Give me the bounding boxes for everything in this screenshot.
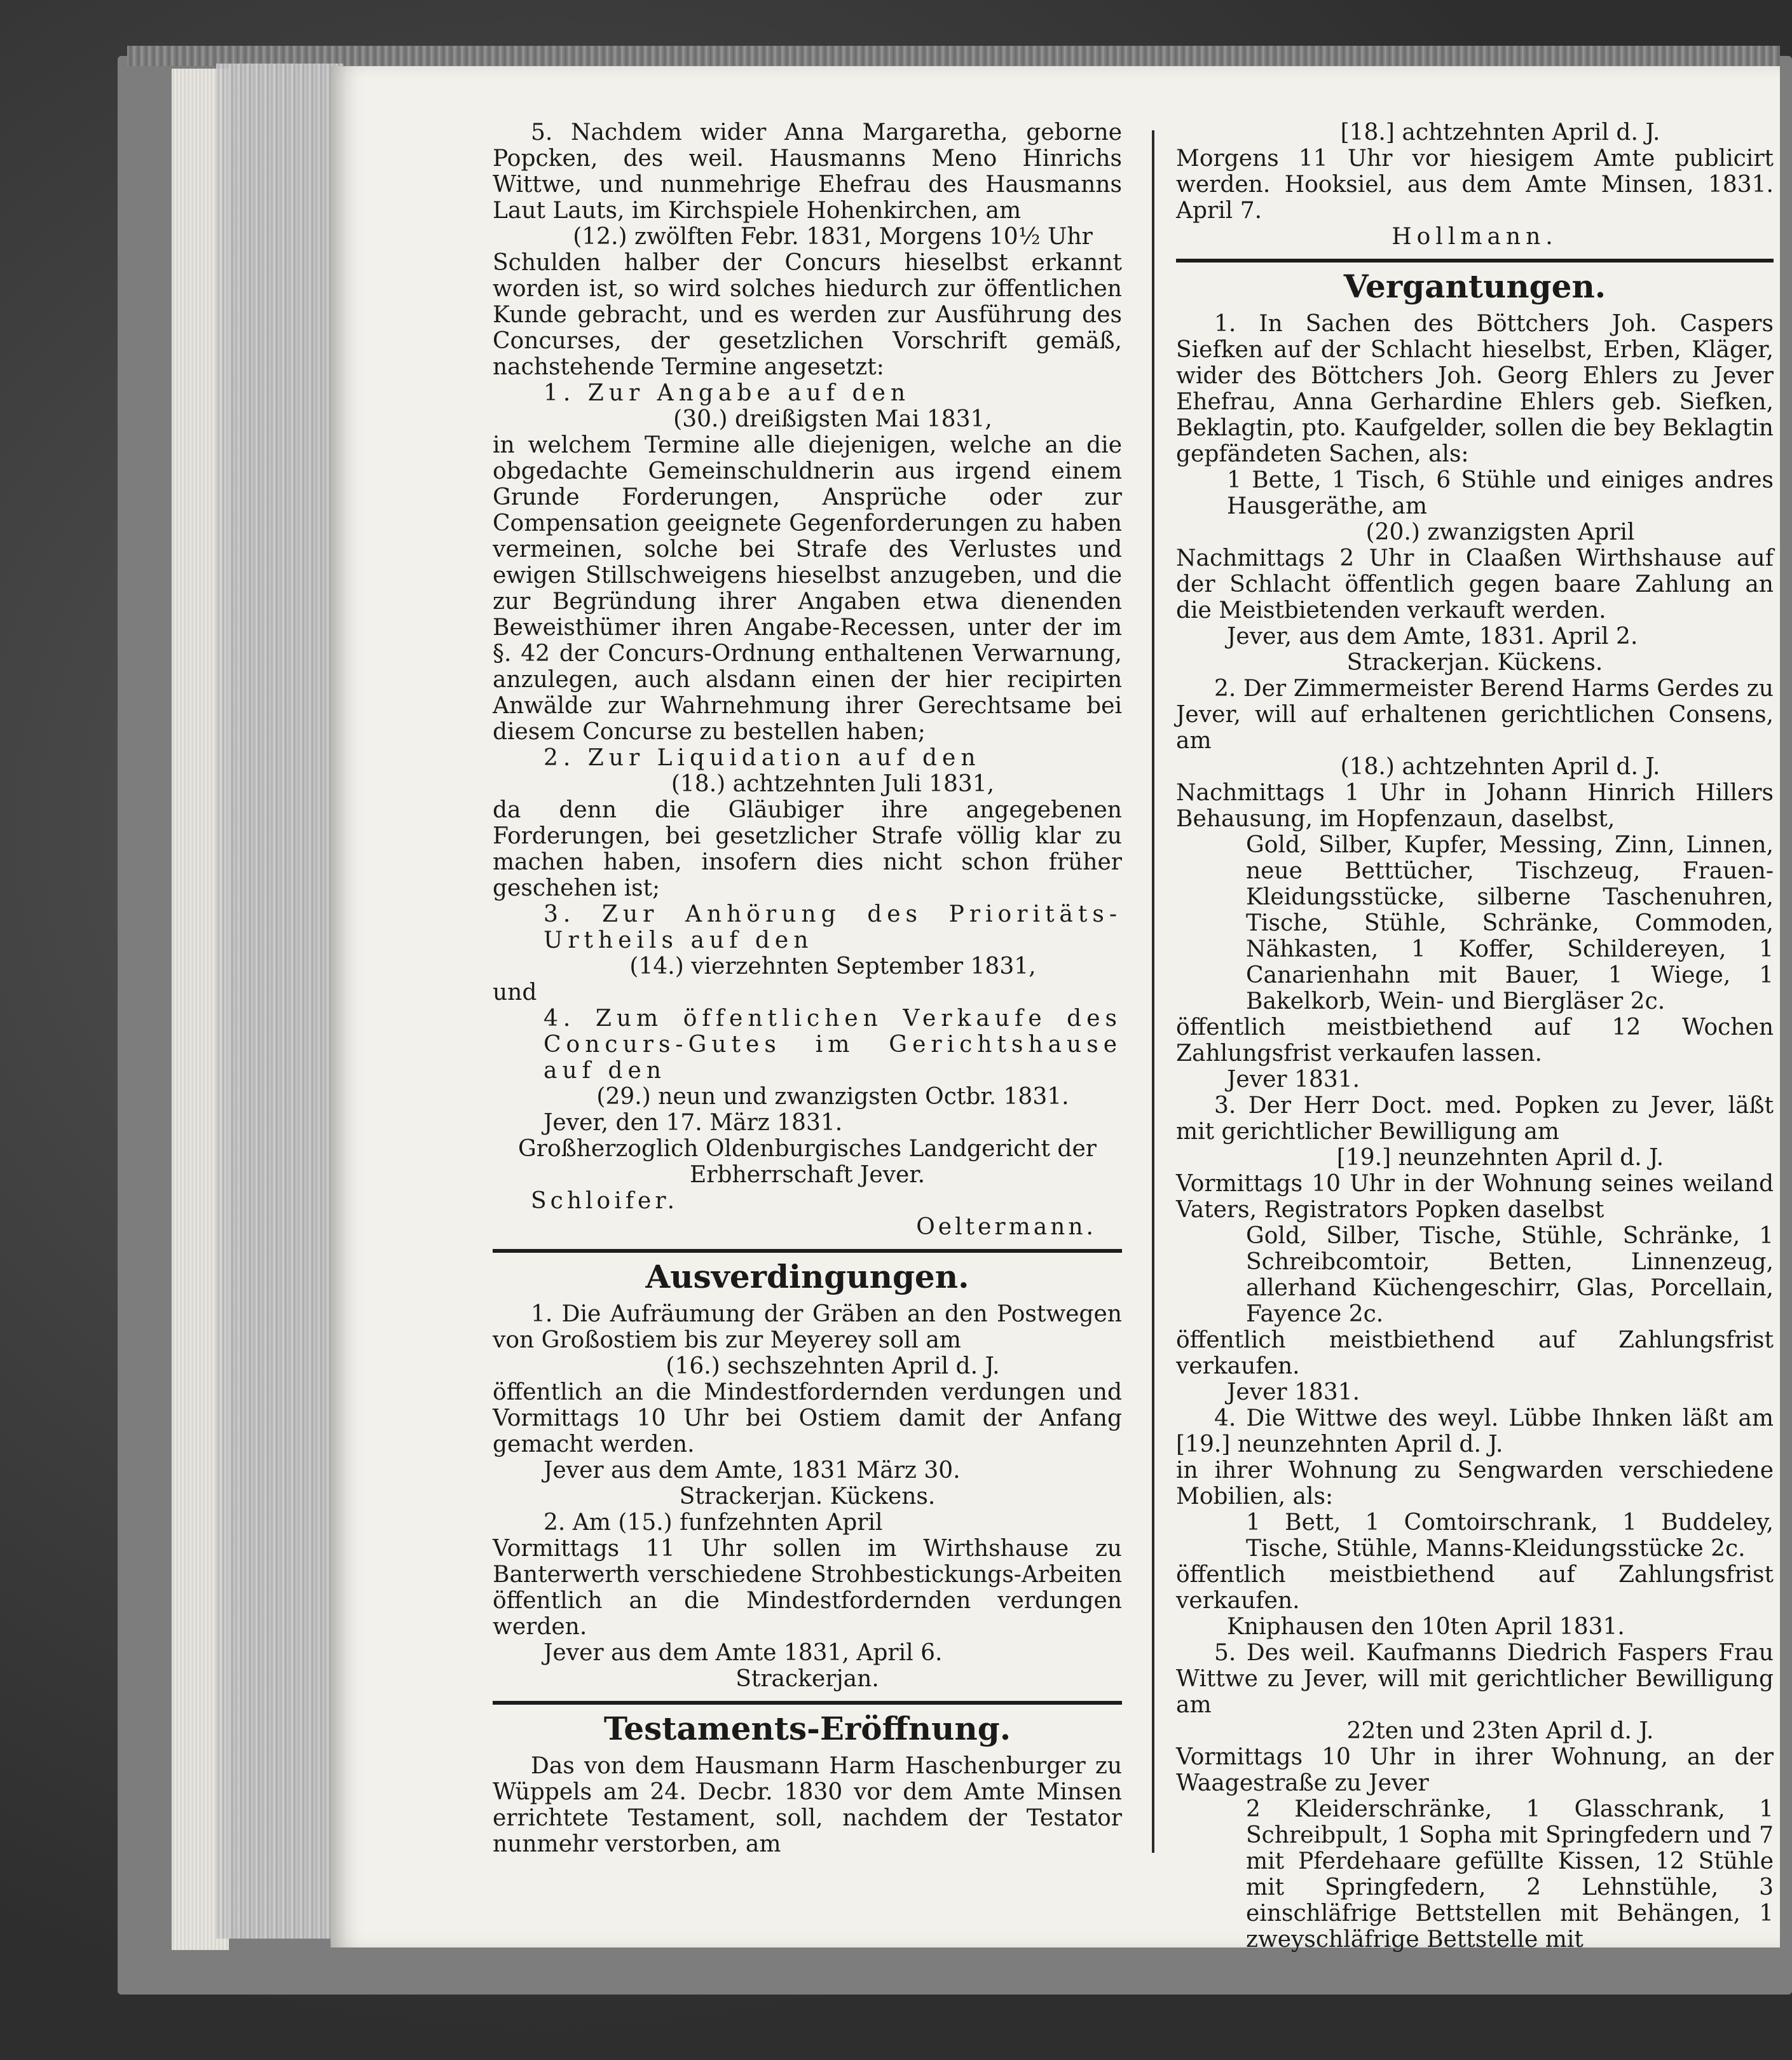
vergant-4-items: 1 Bett, 1 Comtoirschrank, 1 Buddeley, Tische, Stühle, Manns-Kleidungsstücke 2c. [1246, 1510, 1774, 1562]
testament-date: [18.] achtzehnten April d. J. [1340, 119, 1660, 146]
notice-5-and: und [493, 979, 537, 1006]
vergant-4-sale: öffentlich meistbiethend auf Zahlungsfrist verkaufen. [1176, 1562, 1774, 1614]
vergant-2-body: Nachmittags 1 Uhr in Johann Hinrich Hillers Behausung, im Hopfenzaun, daselbst, [1176, 780, 1774, 832]
vergant-1-items: 1 Bette, 1 Tisch, 6 Stühle und einiges andres Hausgeräthe, am [1227, 467, 1774, 519]
notice-5-signature-1: Schloifer. [531, 1188, 679, 1214]
ausverd-1-body: öffentlich an die Mindestfordernden verdungen und Vormittags 10 Uhr bei Ostiem damit der Anfang gemacht werden. [493, 1379, 1122, 1457]
vergant-3-body: Vormittags 10 Uhr in der Wohnung seines weiland Vaters, Registrators Popken daselbst [1176, 1171, 1774, 1223]
ausverd-1-date: (16.) sechszehnten April d. J. [666, 1353, 1000, 1379]
vergant-2-intro: 2. Der Zimmermeister Berend Harms Gerdes zu Jever, will auf erhaltenen gerichtlichen Consens, am [1176, 676, 1774, 754]
ausverd-2-signature: Strackerjan. [735, 1666, 879, 1692]
vergant-2-sale: öffentlich meistbiethend auf 12 Wochen Zahlungsfrist verkaufen lassen. [1176, 1014, 1774, 1067]
vergant-2-items: Gold, Silber, Kupfer, Messing, Zinn, Linnen, neue Betttücher, Tischzeug, Frauen-Kleidungsstücke, silberne Taschenuhren, Tische, Stühle, Schränke, Commoden, Nähkasten, 1 Koffer, Schildereyen, 1 Canarienhahn mit Bauer, 1 Wiege, 1 Bakelkorb, Wein- und Biergläser 2c. [1246, 832, 1774, 1014]
testament-body: Das von dem Hausmann Harm Haschenburger zu Wüppels am 24. Decbr. 1830 vor dem Amte Minsen errichtete Testament, soll, nachdem der Testator nunmehr verstorben, am [493, 1753, 1122, 1857]
vergant-4-body: in ihrer Wohnung zu Sengwarden verschiedene Mobilien, als: [1176, 1457, 1774, 1510]
vergant-3-items: Gold, Silber, Tische, Stühle, Schränke, 1 Schreibcomtoir, Betten, Linnenzeug, allerhand Küchengeschirr, Glas, Porcellain, Fayence 2c. [1246, 1223, 1774, 1327]
heading-ausverdingungen: Ausverdingungen. [645, 1258, 969, 1295]
notice-5-body: Schulden halber der Concurs hieselbst erkannt worden ist, so wird solches hiedurch zur öffentlichen Kunde gebracht, und es werden zur Ausführung des Concurses, der gesetzlichen Vorschrift gemäß, nachstehende Termine angesetzt: [493, 250, 1122, 380]
notice-5-term-3-date: (14.) vierzehnten September 1831, [629, 953, 1036, 979]
notice-5-term-4: 4. Zum öffentlichen Verkaufe des Concurs-Gutes im Gerichtshause auf den [544, 1006, 1122, 1084]
notice-5-intro: 5. Nachdem wider Anna Margaretha, geborne Popcken, des weil. Hausmanns Meno Hinrichs Wittwe, und nunmehrige Ehefrau des Hausmanns Laut Lauts, im Kirchspiele Hohenkirchen, am [493, 119, 1122, 224]
notice-5-signature-2: Oeltermann. [916, 1214, 1097, 1240]
testament-cont-body: Morgens 11 Uhr vor hiesigem Amte publicirt werden. Hooksiel, aus dem Amte Minsen, 1831. April 7. [1176, 146, 1774, 224]
vergant-1-date: (20.) zwanzigsten April [1365, 519, 1635, 545]
notice-5-term-2-body: da denn die Gläubiger ihre angegebenen Forderungen, bei gesetzlicher Strafe völlig klar zu machen haben, insofern dies nicht schon früher geschehen ist; [493, 797, 1122, 901]
notice-5-date: (12.) zwölften Febr. 1831, Morgens 10½ Uhr [573, 224, 1093, 250]
notice-5-place-date: Jever, den 17. März 1831. [544, 1110, 843, 1136]
notice-5-term-4-date: (29.) neun und zwanzigsten Octbr. 1831. [596, 1084, 1069, 1110]
vergant-1-intro: 1. In Sachen des Böttchers Joh. Caspers Siefken auf der Schlacht hieselbst, Erben, Kläger, wider des Böttchers Joh. Georg Ehlers zu Jever Ehefrau, Anna Gerhardine Ehlers geb. Siefken, Beklagtin, pto. Kaufgelder, sollen die bey Beklagtin gepfändeten Sachen, als: [1176, 311, 1774, 467]
notice-5-term-1-body: in welchem Termine alle diejenigen, welche an die obgedachte Gemeinschuldnerin aus irgend einem Grunde Forderungen, Ansprüche oder zur Compensation geeignete Gegenforderungen zu haben vermeinen, solche bei Strafe des Verlustes und ewigen Stillschweigens hieselbst anzugeben, und die zur Begründung ihrer Angaben etwa dienenden Beweisthümer ihren Angabe-Recessen, unter der im §. 42 der Concurs-Ordnung enthaltenen Verwarnung, anzulegen, auch alsdann einen der hier recipirten Anwälde zur Wahrnehmung ihrer Gerechtsame bei diesem Concurse zu bestellen haben; [493, 432, 1122, 745]
notice-5-term-2: 2. Zur Liquidation auf den [544, 745, 981, 771]
ausverd-1-place-date: Jever aus dem Amte, 1831 März 30. [544, 1457, 961, 1484]
vergant-3-date: [19.] neunzehnten April d. J. [1336, 1145, 1664, 1171]
ausverd-2-intro: 2. Am (15.) funfzehnten April [544, 1510, 883, 1536]
page-stack-edge [216, 64, 343, 1939]
notice-5-term-1-date: (30.) dreißigsten Mai 1831, [673, 406, 992, 432]
ausverd-2-body: Vormittags 11 Uhr sollen im Wirthshause zu Banterwerth verschiedene Strohbestickungs-Arbeiten öffentlich an die Mindestfordernden verdungen werden. [493, 1536, 1122, 1640]
vergant-5-items: 2 Kleiderschränke, 1 Glasschrank, 1 Schreibpult, 1 Sopha mit Springfedern und 7 mit Pferdehaare gefüllte Kissen, 12 Stühle mit Springfedern, 2 Lehnstühle, 3 einschläfrige Bettstellen mit Behängen, 1 zweyschläfrige Bettstelle mit [1246, 1796, 1774, 1953]
vergant-3-sale: öffentlich meistbiethend auf Zahlungsfrist verkaufen. [1176, 1327, 1774, 1379]
notice-5-term-1: 1. Zur Angabe auf den [544, 380, 911, 406]
section-rule [493, 1701, 1122, 1705]
vergant-5-date: 22ten und 23ten April d. J. [1346, 1718, 1654, 1744]
left-column [493, 119, 1122, 1857]
notice-5-term-3: 3. Zur Anhörung des Prioritäts-Urtheils auf den [544, 901, 1122, 953]
vergant-1-place-date: Jever, aus dem Amte, 1831. April 2. [1227, 624, 1638, 650]
heading-testament: Testaments-Eröffnung. [603, 1710, 1011, 1747]
testament-signature: Hollmann. [1392, 224, 1558, 250]
vergant-5-intro: 5. Des weil. Kaufmanns Diedrich Faspers Frau Wittwe zu Jever, will mit gerichtlicher Bewilligung am [1176, 1640, 1774, 1718]
ausverd-2-place-date: Jever aus dem Amte 1831, April 6. [544, 1640, 943, 1666]
vergant-1-signatures: Strackerjan. Kückens. [1346, 650, 1603, 676]
vergant-2-place-date: Jever 1831. [1227, 1067, 1360, 1093]
book-top-edge [127, 46, 1780, 66]
section-rule [1176, 259, 1774, 263]
ausverd-1-signatures: Strackerjan. Kückens. [679, 1484, 936, 1510]
vergant-4-intro: 4. Die Wittwe des weyl. Lübbe Ihnken läßt am [19.] neunzehnten April d. J. [1176, 1405, 1774, 1457]
ausverd-1-intro: 1. Die Aufräumung der Gräben an den Postwegen von Großostiem bis zur Meyerey soll am [493, 1301, 1122, 1353]
column-divider [1152, 130, 1154, 1853]
heading-vergantungen: Vergantungen. [1343, 268, 1606, 305]
notice-5-court: Großherzoglich Oldenburgisches Landgericht der Erbherrschaft Jever. [518, 1136, 1097, 1188]
vergant-1-body: Nachmittags 2 Uhr in Claaßen Wirthshause auf der Schlacht öffentlich gegen baare Zahlung an die Meistbietenden verkauft werden. [1176, 545, 1774, 624]
vergant-2-date: (18.) achtzehnten April d. J. [1340, 754, 1660, 780]
vergant-5-body: Vormittags 10 Uhr in ihrer Wohnung, an der Waagestraße zu Jever [1176, 1744, 1774, 1796]
vergant-3-intro: 3. Der Herr Doct. med. Popken zu Jever, läßt mit gerichtlicher Bewilligung am [1176, 1093, 1774, 1145]
right-column [1176, 119, 1774, 1953]
notice-5-term-2-date: (18.) achtzehnten Juli 1831, [671, 771, 995, 797]
vergant-4-place-date: Kniphausen den 10ten April 1831. [1227, 1614, 1625, 1640]
vergant-3-place-date: Jever 1831. [1227, 1379, 1360, 1405]
section-rule [493, 1249, 1122, 1253]
